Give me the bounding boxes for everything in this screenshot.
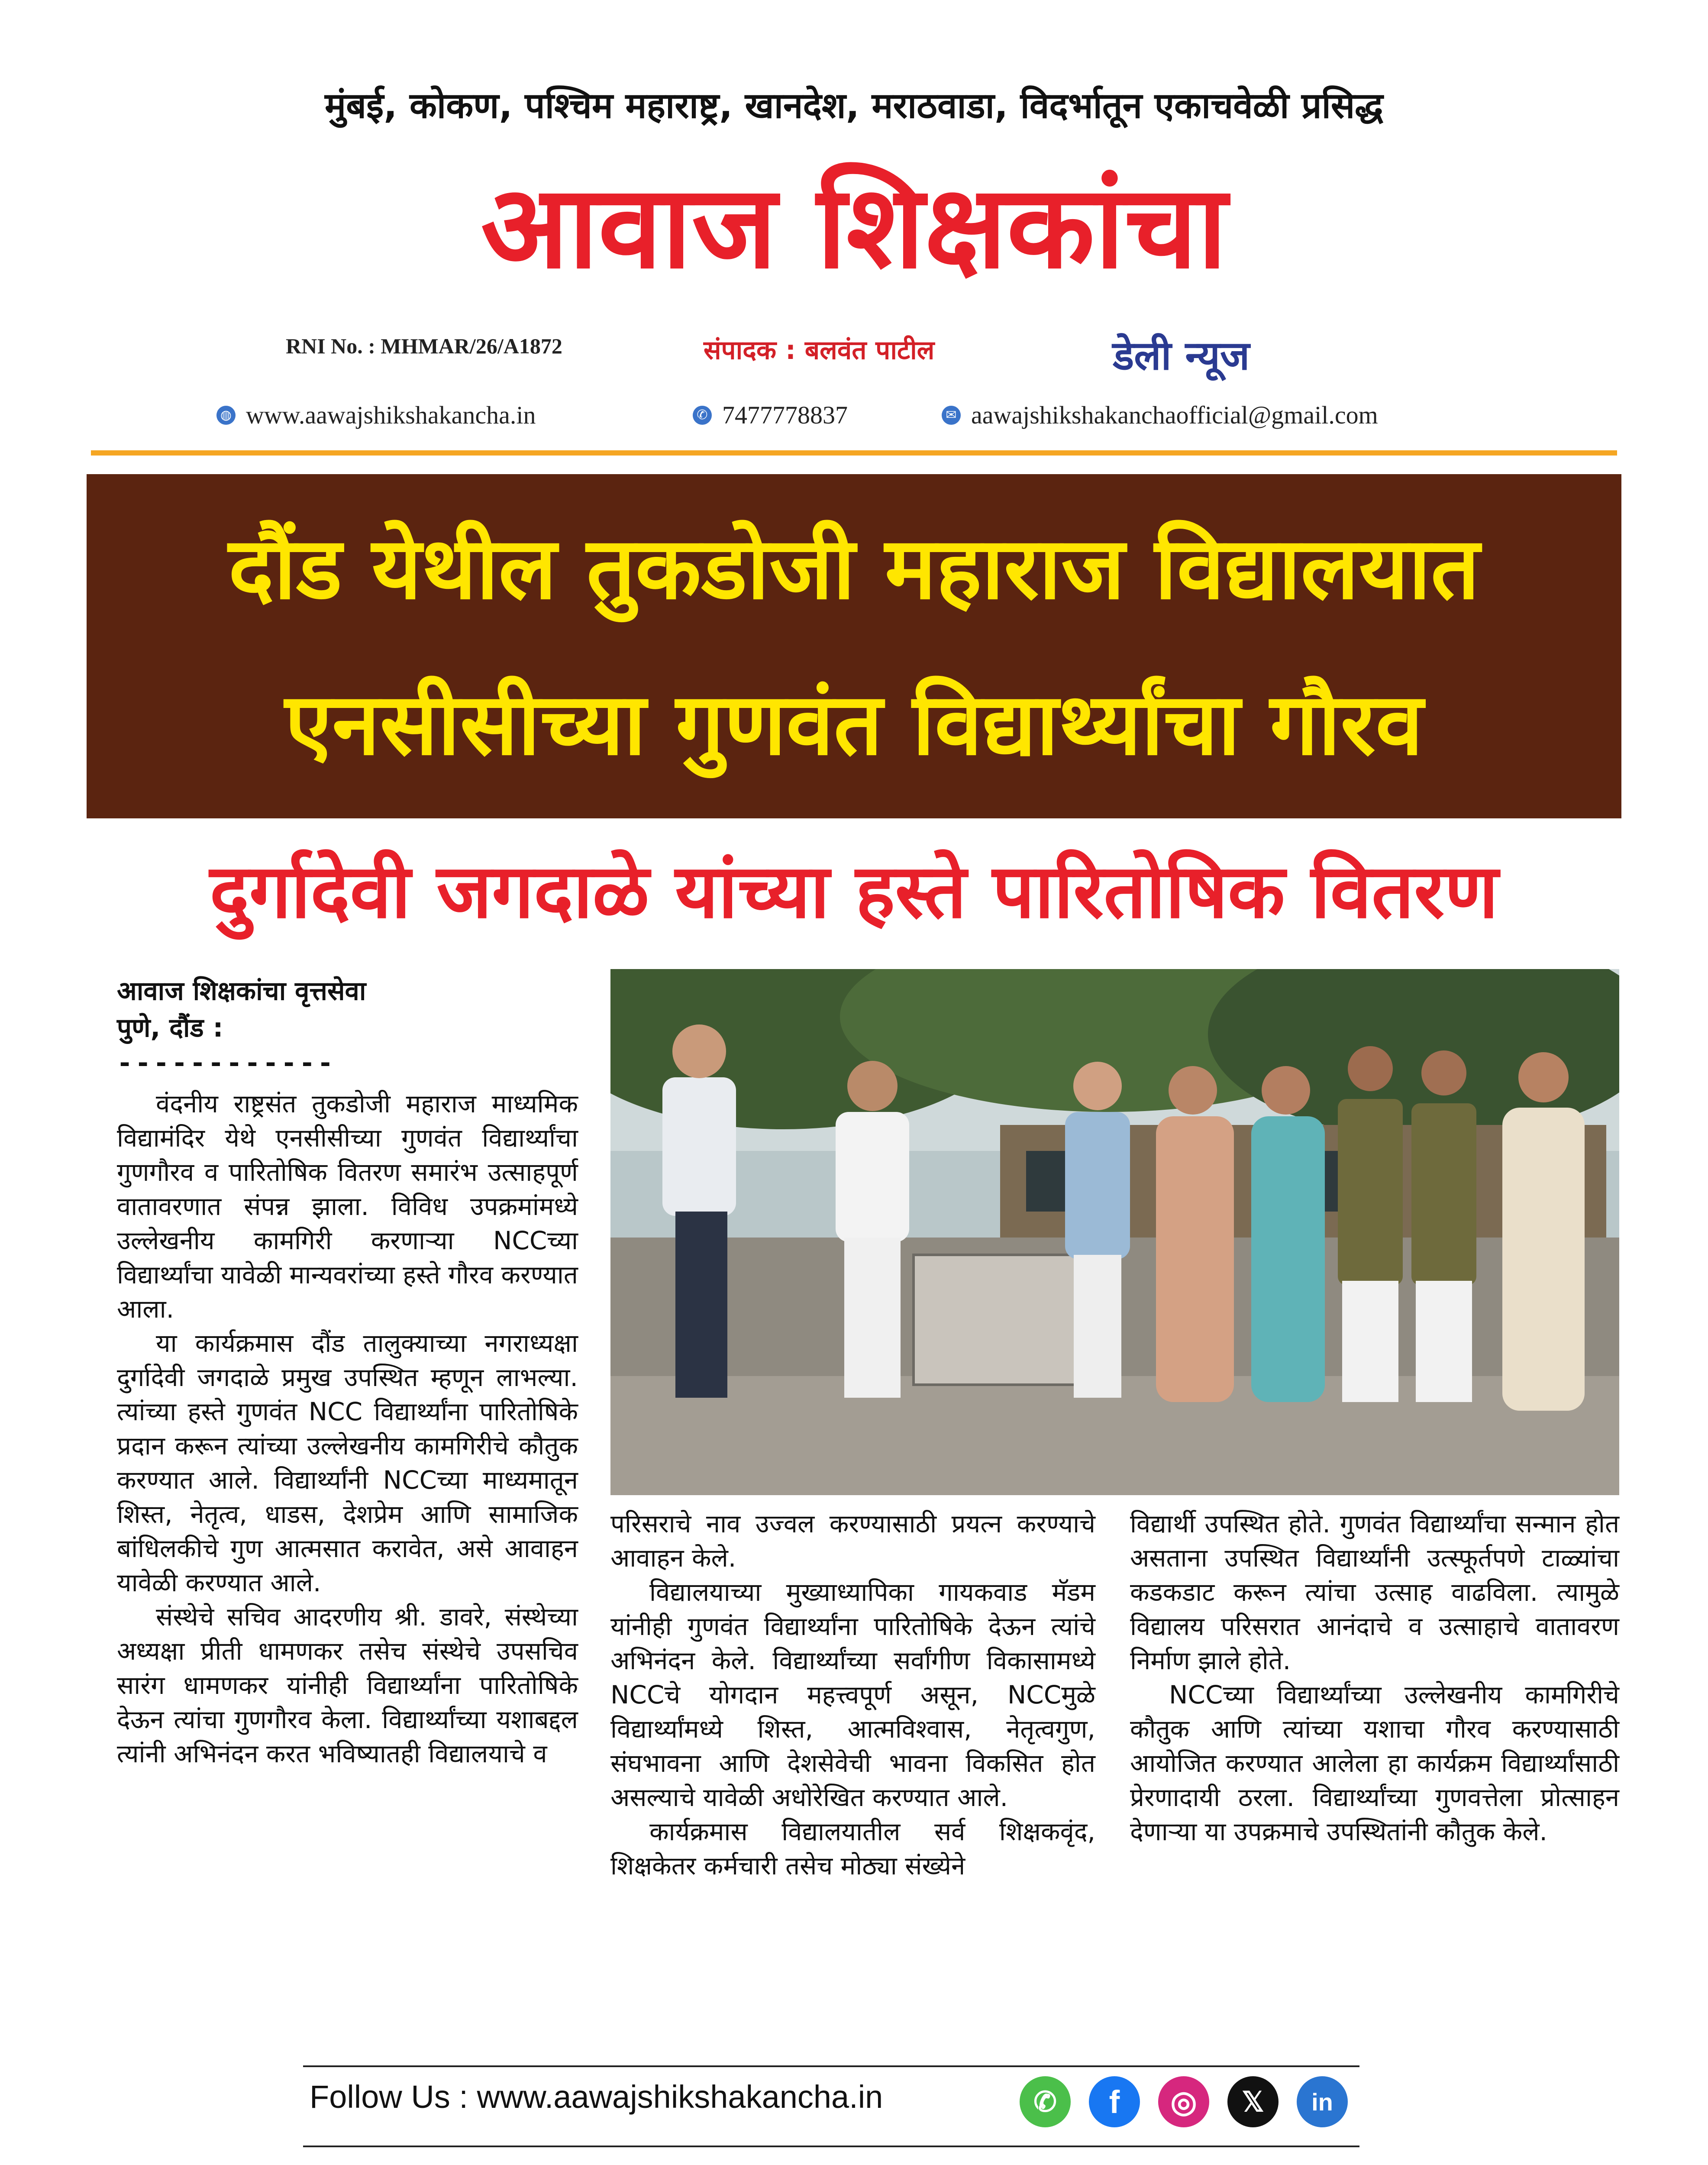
email-contact[interactable] [942,401,1378,430]
paragraph: विद्यार्थी उपस्थित होते. गुणवंत विद्यार्थ्यांचा सन्मान होत असताना उपस्थित विद्यार्थ्यांनी उत्स्फूर्तपणे टाळ्यांचा कडकडाट करून त्यांचा उत्साह वाढविला. त्यामुळे विद्यालय परिसरात आनंदाचे व उत्साहाचे वातावरण निर्माण झाले होते. [1130,1509,1619,1675]
news-service: आवाज शिक्षकांचा वृत्तसेवा [117,976,366,1006]
editor-name: संपादक : बलवंत पाटील [704,335,935,365]
email-address[interactable]: aawajshikshakanchaofficial@gmail.com [971,401,1378,429]
header-divider [91,450,1617,456]
edition-label: डेली न्यूज [1113,333,1250,379]
paragraph: कार्यक्रमास विद्यालयातील सर्व शिक्षकवृंद, शिक्षकेतर कर्मचारी तसेच मोठ्या संख्येने [610,1817,1095,1881]
instagram-icon[interactable]: ◎ [1158,2076,1209,2127]
phone-number[interactable]: 7477778837 [722,401,848,429]
dateline: पुणे, दौंड : [117,1013,223,1043]
paragraph: NCCच्या विद्यार्थ्यांच्या उल्लेखनीय कामगिरीचे कौतुक आणि त्यांच्या यशाचा गौरव करण्यासाठी आयोजित करण्यात आलेला हा कार्यक्रम विद्यार्थ्यांसाठी प्रेरणादायी ठरला. विद्यार्थ्यांच्या गुणवत्तेला प्रोत्साहन देणाऱ्या या उपक्रमाचे उपस्थितांनी कौतुक केले. [1130,1680,1619,1846]
subheadline: दुर्गादेवी जगदाळे यांच्या हस्ते पारितोषिक वितरण [210,848,1498,935]
paragraph: वंदनीय राष्ट्रसंत तुकडोजी महाराज माध्यमिक विद्यामंदिर येथे एनसीसीच्या गुणवंत विद्यार्थ्यांचा गुणगौरव व पारितोषिक वितरण समारंभ उत्साहपूर्ण वातावरणात संपन्न झाला. विविध उपक्रमांमध्ये उल्लेखनीय कामगिरी करणाऱ्या NCCच्या विद्यार्थ्यांचा यावेळी मान्यवरांच्या हस्ते गौरव करण्यात आला. [117,1089,578,1324]
linkedin-icon[interactable]: in [1297,2076,1348,2127]
website-link[interactable]: www.aawajshikshakancha.in [246,401,536,429]
paragraph: विद्यालयाच्या मुख्याध्यापिका गायकवाड मॅडम यांनीही गुणवंत विद्यार्थ्यांना पारितोषिके देऊन त्यांचे अभिनंदन केले. विद्यार्थ्यांच्या सर्वांगीण विकासामध्ये NCCचे योगदान महत्त्वपूर्ण असून, NCCमुळे विद्यार्थ्यांमध्ये शिस्त, आत्मविश्वास, नेतृत्वगुण, संघभावना आणि देशसेवेची भावना विकसित होत असल्याचे यावेळी अधोरेखित करण्यात आले. [610,1577,1095,1812]
rni-number: RNI No. : MHMAR/26/A1872 [286,334,562,358]
article-column-1 [117,1087,578,1771]
paragraph: परिसराचे नाव उज्वल करण्यासाठी प्रयत्न करण्याचे आवाहन केले. [610,1509,1095,1573]
footer-top-rule [303,2065,1359,2067]
facebook-icon[interactable]: f [1089,2076,1140,2127]
footer-bottom-rule [303,2146,1359,2147]
headline-line-1: दौंड येथील तुकडोजी महाराज विद्यालयात [228,518,1480,618]
email-icon: ✉ [942,406,961,425]
article-column-3 [1130,1507,1619,1849]
masthead-title: आवाज शिक्षकांचा [481,161,1227,294]
article-column-2 [610,1507,1095,1883]
headline-line-2: एनसीसीच्या गुणवंत विद्यार्थ्यांचा गौरव [284,674,1424,774]
byline-separator: ------------ [117,1048,336,1078]
website-contact[interactable] [216,401,536,430]
event-photo [610,969,1619,1495]
globe-icon: ◍ [216,406,236,425]
whatsapp-icon[interactable]: ✆ [1020,2076,1071,2127]
paragraph: संस्थेचे सचिव आदरणीय श्री. डावरे, संस्थेच्या अध्यक्षा प्रीती धामणकर तसेच संस्थेचे उपसचिव सारंग धामणकर यांनीही विद्यार्थ्यांना पारितोषिके देऊन त्यांचा गुणगौरव केला. विद्यार्थ्यांच्या यशाबद्दल त्यांनी अभिनंदन करत भविष्यातही विद्यालयाचे व [117,1602,578,1768]
tagline: मुंबई, कोकण, पश्चिम महाराष्ट्र, खानदेश, मराठवाडा, विदर्भातून एकाचवेळी प्रसिद्ध [325,85,1383,126]
follow-us-link[interactable]: Follow Us : www.aawajshikshakancha.in [310,2079,883,2115]
paragraph: या कार्यक्रमास दौंड तालुक्याच्या नगराध्यक्षा दुर्गादेवी जगदाळे प्रमुख उपस्थित म्हणून लाभल्या. त्यांच्या हस्ते गुणवंत NCC विद्यार्थ्यांना पारितोषिके प्रदान करून त्यांच्या उल्लेखनीय कामगिरीचे कौतुक करण्यात आले. विद्यार्थ्यांनी NCCच्या माध्यमातून शिस्त, नेतृत्व, धाडस, देशप्रेम आणि सामाजिक बांधिलकीचे गुण आत्मसात करावेत, असे आवाहन यावेळी करण्यात आले. [117,1328,578,1597]
phone-contact[interactable] [693,401,848,430]
phone-icon: ✆ [693,406,712,425]
x-icon[interactable]: 𝕏 [1227,2076,1279,2127]
